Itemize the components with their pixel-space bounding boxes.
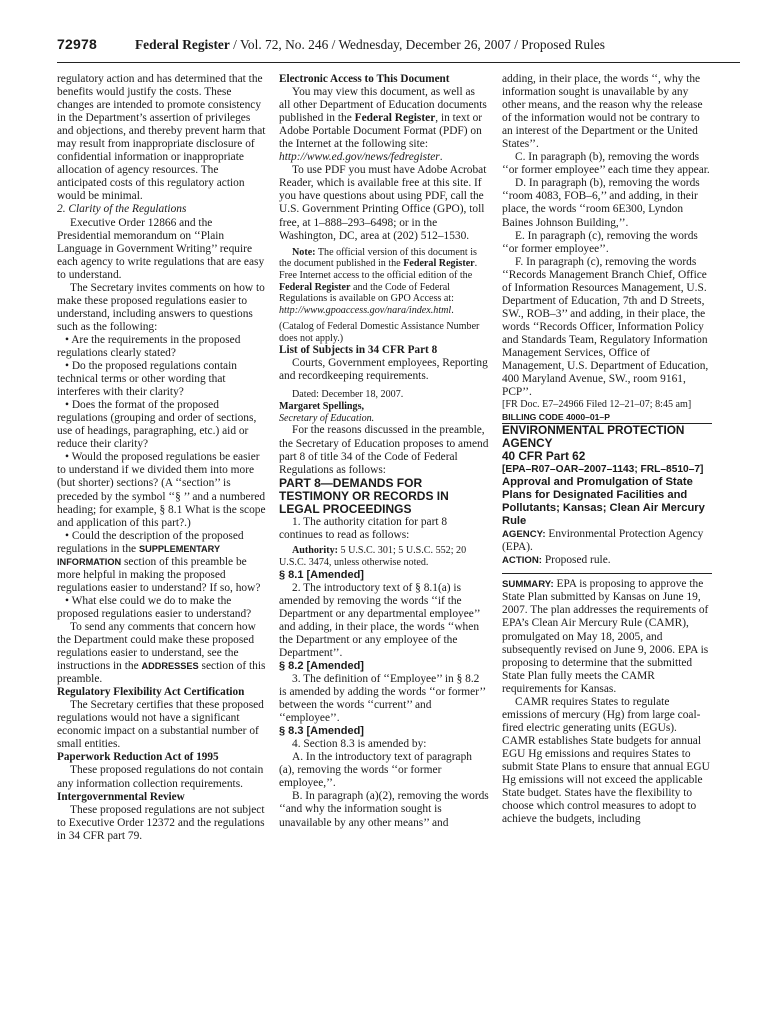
journal-name: Federal Register	[354, 112, 436, 125]
paragraph: 2. The introductory text of § 8.1(a) is amended by removing the words ‘‘if the Department or any departmental employee’’ and adding, in their place, the words ‘‘when the Department or any employee of the Department’’.	[279, 581, 480, 660]
paragraph: Executive Order 12866 and the Presidential memorandum on ‘‘Plain Language in Government Writing’’ require each agency to write regulations that are easy to understand.	[57, 216, 265, 281]
header-title	[135, 37, 605, 53]
paragraph	[279, 86, 489, 164]
summary-label: SUMMARY:	[502, 579, 554, 591]
summary-rule	[502, 573, 712, 574]
bullet-text: section of this preamble be more helpful in making the proposed regulations easier to understand? If so, how?	[57, 555, 261, 594]
authority-citation	[279, 545, 489, 568]
bullet-item: • Does the format of the proposed regulations (grouping and order of sections, use of headings, paragraphing, etc.) aid or reduce their clarity?	[57, 399, 257, 451]
bullet-item: • Do the proposed regulations contain technical terms or other wording that interferes with their clarity?	[57, 360, 237, 399]
note	[279, 247, 489, 317]
note-text: and the Code of Federal Regulations is available on GPO Access at:	[279, 281, 454, 305]
page-header	[57, 36, 737, 62]
action-text: Proposed rule.	[541, 554, 611, 567]
journal-name: Federal Register	[135, 37, 230, 52]
authority-label: Authority:	[292, 545, 338, 557]
note-text: . Free Internet access to the official edition of the	[279, 258, 478, 282]
paragraph: For the reasons discussed in the preamble, the Secretary of Education proposes to amend part 8 of title 34 of the Code of Federal Regulations as follows:	[279, 424, 489, 476]
docket-number: [EPA–R07–OAR–2007–1143; FRL–8510–7]	[502, 464, 704, 476]
bullet-text: • Could the description of the proposed regulations in the	[57, 529, 244, 555]
section-heading: § 8.3 [Amended]	[279, 725, 364, 738]
catalog-note: (Catalog of Federal Domestic Assistance Number does not apply.)	[279, 320, 480, 344]
bullet-item	[57, 530, 267, 595]
paragraph: C. In paragraph (b), removing the words ‘‘or former employee’’ each time they appear.	[502, 151, 710, 177]
column-2	[279, 73, 489, 1023]
header-issue: / Vol. 72, No. 246 / Wednesday, December 26, 2007 / Proposed Rules	[229, 37, 605, 52]
paragraph-text: , in text or Adobe Portable Document Format (PDF) on the Internet at the following site:	[279, 112, 483, 151]
page-number: 72978	[57, 36, 97, 52]
section-heading: Paperwork Reduction Act of 1995	[57, 751, 219, 764]
note-label: Note:	[292, 246, 316, 258]
paragraph: F. In paragraph (c), removing the words ‘‘Records Management Branch Chief, Office of Information Resources Management, U.S. Department of Education, 7th and D Streets, SW., ROB–3’’ and adding, in their place, the words ‘‘Records Officer, Information Policy and Standards Team, Regulatory Information Management Services, Office of Management, U.S. Department of Education, 400 Maryland Avenue, SW., room 9161, PCP’’.	[502, 255, 709, 399]
action-line	[502, 554, 712, 567]
section-heading: § 8.1 [Amended]	[279, 568, 364, 581]
dated-line: Dated: December 18, 2007.	[292, 389, 404, 401]
column-3	[502, 73, 712, 1023]
paragraph: regulatory action and has determined that the benefits would justify the costs. These changes are intended to promote consistency in the Department’s assertion of privileges and objections, and thereby prevent harm that may result from inappropriate disclosure of confidential information or inappropriate allocation of agency resources. The anticipated costs of this regulatory action would be minimal.	[57, 73, 266, 203]
signer-title: Secretary of Education.	[279, 412, 375, 424]
paragraph: These proposed regulations are not subject to Executive Order 12372 and the regulations in 34 CFR part 79.	[57, 803, 265, 842]
note-text: .	[451, 305, 454, 317]
agency-line	[502, 528, 712, 554]
agency-heading: ENVIRONMENTAL PROTECTION AGENCY	[502, 423, 685, 451]
paragraph: A. In the introductory text of paragraph (a), removing the words ‘‘or former employee,’’.	[279, 751, 472, 790]
paragraph: E. In paragraph (c), removing the words ‘‘or former employee’’.	[502, 229, 698, 255]
paragraph: The Secretary invites comments on how to make these proposed regulations easier to understand, including answers to questions such as the following:	[57, 281, 265, 333]
note-text: The official version of this document is the document published in the	[279, 246, 477, 270]
paragraph: CAMR requires States to regulate emissions of mercury (Hg) from large coal-fired electric generating units (EGUs). CAMR establishes State budgets for annual EGU Hg emissions and requires States to submit State Plans to ensure that annual EGU Hg emissions will not exceed the applicable State budget. States have the flexibility to choose which control measures to adopt to achieve the budgets, including	[502, 695, 710, 826]
rule-title: Approval and Promulgation of State Plans for Designated Facilities and Pollutants; Kansas; Clean Air Mercury Rule	[502, 476, 705, 528]
summary-text: EPA is proposing to approve the State Plan submitted by Kansas on June 19, 2007. The plan addresses the requirements of EPA’s Clean Air Mercury Rule (CAMR), promulgated on May 18, 2005, and subsequently revised on June 9, 2006. EPA is proposing to determine that the submitted State Plan fully meets the CAMR requirements for Kansas.	[502, 578, 709, 695]
website-link[interactable]: http://www.ed.gov/news/fedregister	[279, 151, 440, 164]
paragraph: D. In paragraph (b), removing the words ‘‘room 4083, FOB–6,’’ and adding, in their place, the words ‘‘room 6E300, Lyndon Baines Johnson Building,’’.	[502, 177, 700, 229]
cfr-part: 40 CFR Part 62	[502, 449, 586, 464]
authority-text: 5 U.S.C. 301; 5 U.S.C. 552; 20 U.S.C. 3474, unless otherwise noted.	[279, 545, 467, 569]
paragraph: 4. Section 8.3 is amended by:	[292, 738, 427, 751]
summary	[502, 578, 712, 695]
paragraph: B. In paragraph (a)(2), removing the words ‘‘and why the information sought is unavailable by any other means’’ and	[279, 790, 489, 829]
agency-label: AGENCY:	[502, 529, 546, 541]
paragraph: These proposed regulations do not contain any information collection requirements.	[57, 764, 264, 790]
section-heading: Intergovernmental Review	[57, 790, 185, 803]
section-heading: Electronic Access to This Document	[279, 73, 450, 85]
signer-name: Margaret Spellings,	[279, 401, 365, 413]
bullet-item: • Would the proposed regulations be easier to understand if we divided them into more (but shorter) sections? (A ‘‘section’’ is preceded by the symbol ‘‘§ ’’ and a numbered heading; for example, § 8.1 What is the scope and application of this part?.)	[57, 451, 266, 529]
journal-name: Federal Register	[403, 258, 475, 270]
journal-name: Federal Register	[279, 281, 351, 293]
paragraph: To use PDF you must have Adobe Acrobat Reader, which is available free at this site. If you have questions about using PDF, call the U.S. Government Printing Office (GPO), toll free, at 1–888–293–6498; or in the Washington, DC, area at (202) 512–1530.	[279, 164, 487, 242]
paragraph-text: To send any comments that concern how the Department could make these proposed regulations easier to understand, see the instructions in the	[57, 620, 256, 673]
paragraph-text: section of this preamble.	[57, 660, 266, 686]
paragraph: adding, in their place, the words ‘‘, why the information sought is unavailable by any other means, and the reason why the release of the information would not be contrary to an interest of the Department or the United States’’.	[502, 73, 703, 151]
header-rule	[57, 62, 740, 63]
paragraph: 3. The definition of ‘‘Employee’’ in § 8.2 is amended by adding the words ‘‘or former’’ between the words ‘‘current’’ and ‘‘employee’’.	[279, 673, 486, 725]
bullet-item: • Are the requirements in the proposed regulations clearly stated?	[57, 333, 241, 359]
website-link[interactable]: http://www.gpoaccess.gov/nara/index.html	[279, 305, 452, 317]
section-heading: List of Subjects in 34 CFR Part 8	[279, 344, 438, 357]
section-heading: 2. Clarity of the Regulations	[57, 203, 187, 216]
paragraph: The Secretary certifies that these proposed regulations would not have a significant economic impact on a substantial number of small entities.	[57, 699, 264, 751]
paragraph: Courts, Government employees, Reporting and recordkeeping requirements.	[279, 357, 488, 383]
fr-doc-line: [FR Doc. E7–24966 Filed 12–21–07; 8:45 am]	[502, 399, 692, 411]
small-caps-term: ADDRESSES	[141, 661, 199, 672]
paragraph-text: You may view this document, as well as all other Department of Education documents published in the	[279, 86, 487, 125]
agency-text: Environmental Protection Agency (EPA).	[502, 528, 704, 554]
paragraph-text: .	[439, 151, 443, 164]
section-heading: § 8.2 [Amended]	[279, 660, 364, 673]
bullet-item: • What else could we do to make the proposed regulations easier to understand?	[57, 594, 252, 620]
small-caps-term: SUPPLEMENTARY INFORMATION	[57, 543, 220, 567]
paragraph	[57, 621, 267, 686]
action-label: ACTION:	[502, 555, 542, 567]
section-heading: Regulatory Flexibility Act Certification	[57, 686, 245, 699]
part-heading: PART 8—DEMANDS FOR TESTIMONY OR RECORDS IN LEGAL PROCEEDINGS	[279, 475, 449, 517]
paragraph: 1. The authority citation for part 8 continues to read as follows:	[279, 516, 448, 542]
column-1	[57, 73, 267, 1023]
billing-code: BILLING CODE 4000–01–P	[502, 412, 610, 423]
